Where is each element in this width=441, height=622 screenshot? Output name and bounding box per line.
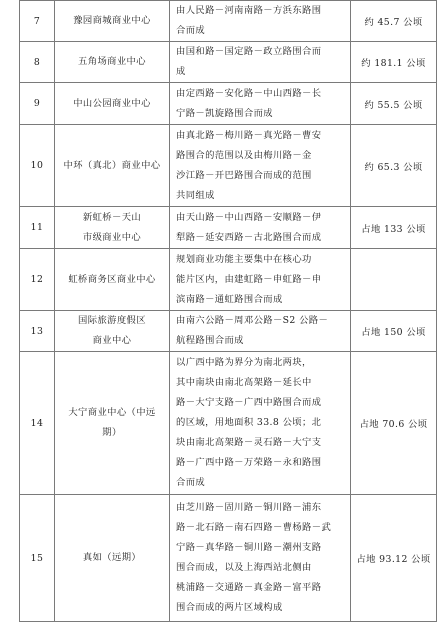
area-cell: 占地 150 公顷 (351, 311, 437, 352)
range-description-cell (170, 249, 351, 311)
range-description-cell (170, 207, 351, 249)
range-description-line: 合而成 (176, 477, 206, 488)
range-description-line: 的区域，用地面积 33.8 公顷；北 (176, 417, 322, 428)
area-cell: 约 45.7 公顷 (351, 1, 437, 42)
range-description-line: 合而成 (176, 25, 206, 36)
range-description-line: 由定西路－安化路－中山西路－长 (176, 87, 322, 99)
table-row (20, 1, 437, 42)
commercial-centers-table (19, 0, 437, 622)
table-row (20, 207, 437, 249)
range-description-line: 以广西中路为界分为南北两块， (176, 357, 312, 368)
range-description-line: 航程路围合而成 (176, 335, 244, 346)
table-row (20, 352, 437, 495)
row-number: 7 (20, 1, 55, 42)
range-description-cell (170, 311, 351, 352)
center-name-cell (55, 249, 170, 311)
area-cell: 约 181.1 公顷 (351, 42, 437, 83)
center-name-cell (55, 311, 170, 352)
range-description-line: 块由南北高架路－灵石路－大宁支 (176, 437, 322, 448)
range-description-cell (170, 495, 351, 622)
range-description-line: 由南六公路－周邓公路－S2 公路－ (176, 315, 329, 326)
center-name-cell (55, 42, 170, 83)
range-description-cell (170, 83, 351, 125)
area-cell (351, 249, 437, 311)
range-description-line: 滨南路－通虹路围合而成 (176, 293, 283, 305)
table-row (20, 249, 437, 311)
center-name-line: 新虹桥－天山 (82, 211, 142, 223)
range-description-cell (170, 352, 351, 495)
range-description-line: 桃浦路－交通路－真金路－富平路 (176, 582, 322, 593)
range-description-line: 路－广西中路－万荣路－永和路围 (176, 457, 322, 468)
range-description-line: 由国和路－国定路－政立路围合而 (176, 46, 322, 57)
center-name-cell (55, 207, 170, 249)
row-number: 11 (20, 207, 55, 249)
range-description-cell (170, 125, 351, 207)
area-cell: 占地 70.6 公顷 (351, 352, 437, 495)
center-name-line: 真如（远期） (82, 552, 142, 563)
center-name-line: 大宁商业中心（中远 (68, 407, 156, 418)
row-number: 10 (20, 125, 55, 207)
row-number: 13 (20, 311, 55, 352)
range-description-line: 路围合的范围以及由梅川路－金 (176, 149, 312, 161)
row-number: 9 (20, 83, 55, 125)
range-description-line: 其中南块由南北高架路－延长中 (176, 377, 312, 388)
center-name-cell (55, 352, 170, 495)
table-row (20, 125, 437, 207)
range-description-line: 规划商业功能主要集中在核心功 (176, 253, 312, 265)
area-cell: 占地 93.12 公顷 (351, 495, 437, 622)
range-description-line: 围合而成，以及上海西站北侧由 (176, 562, 312, 573)
range-description-line: 犁路－延安西路－古北路围合而成 (176, 231, 322, 243)
center-name-line: 国际旅游度假区 (78, 315, 146, 326)
row-number: 8 (20, 42, 55, 83)
range-description-cell (170, 42, 351, 83)
row-number: 14 (20, 352, 55, 495)
range-description-line: 宁路－凯旋路围合而成 (176, 107, 273, 119)
range-description-line: 由真北路－梅川路－真光路－曹安 (176, 129, 322, 141)
range-description-line: 能片区内，由建虹路－申虹路－申 (176, 273, 322, 285)
table-row (20, 83, 437, 125)
center-name-cell (55, 495, 170, 622)
area-cell: 约 55.5 公顷 (351, 83, 437, 125)
range-description-line: 共同组成 (176, 189, 215, 201)
center-name-line: 中山公园商业中心 (73, 97, 151, 109)
table-row (20, 311, 437, 352)
range-description-line: 宁路－真华路－铜川路－潮州支路 (176, 542, 322, 553)
area-cell: 约 65.3 公顷 (351, 125, 437, 207)
range-description-line: 由天山路－中山西路－安顺路－伊 (176, 211, 322, 223)
center-name-line: 商业中心 (92, 335, 132, 346)
area-cell: 占地 133 公顷 (351, 207, 437, 249)
table-row (20, 495, 437, 622)
range-description-line: 围合而成的两片区域构成 (176, 602, 283, 613)
center-name-line: 虹桥商务区商业中心 (68, 273, 156, 285)
range-description-line: 由芝川路－固川路－铜川路－浦东 (176, 502, 322, 513)
range-description-line: 由人民路－河南南路－方浜东路围 (176, 5, 322, 16)
row-number: 15 (20, 495, 55, 622)
range-description-line: 沙江路－开巴路围合而成的范围 (176, 169, 312, 181)
center-name-cell (55, 125, 170, 207)
center-name-line: 豫园商城商业中心 (73, 15, 151, 26)
table-row (20, 42, 437, 83)
range-description-line: 路－北石路－南石四路－曹杨路－武 (176, 522, 332, 533)
center-name-cell (55, 1, 170, 42)
row-number: 12 (20, 249, 55, 311)
center-name-line: 市级商业中心 (82, 231, 142, 243)
center-name-line: 五角场商业中心 (78, 56, 146, 67)
range-description-line: 成 (176, 66, 186, 77)
center-name-cell (55, 83, 170, 125)
range-description-line: 路－大宁支路－广西中路围合而成 (176, 397, 322, 408)
center-name-line: 中环（真北）商业中心 (63, 159, 161, 171)
range-description-cell (170, 1, 351, 42)
center-name-line: 期） (102, 427, 122, 438)
